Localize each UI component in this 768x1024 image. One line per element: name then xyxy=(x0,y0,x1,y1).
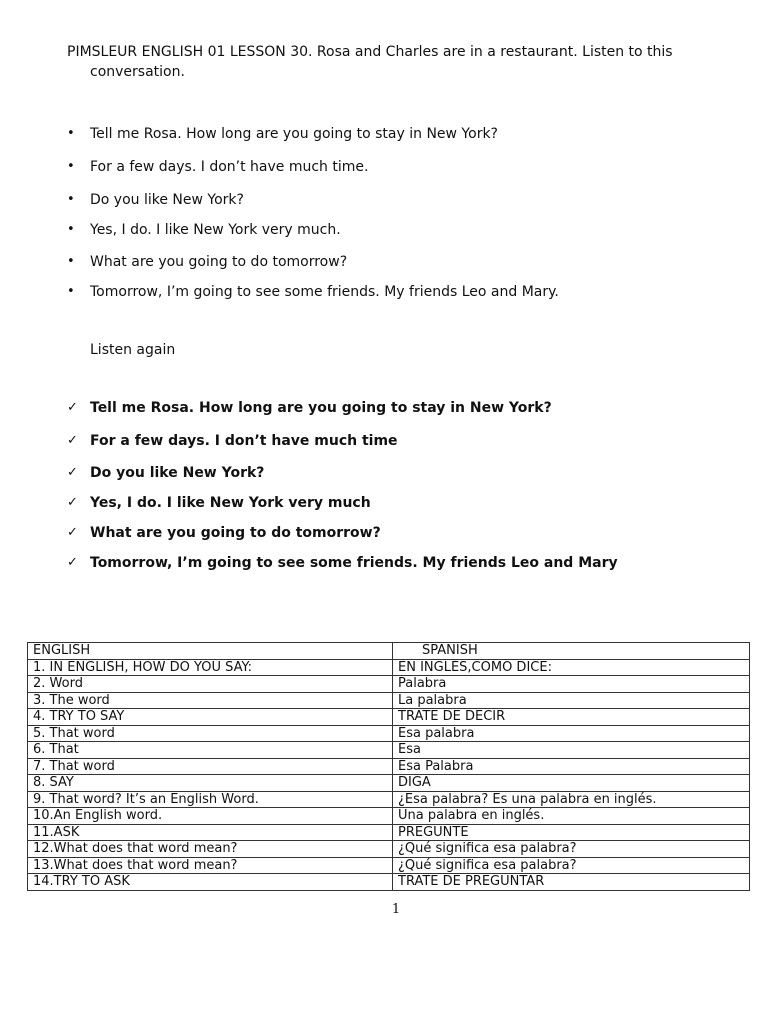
english-cell: 2. Word xyxy=(28,676,393,693)
english-cell: 10.An English word. xyxy=(28,808,393,825)
spanish-cell: ¿Qué significa esa palabra? xyxy=(393,857,750,874)
spanish-cell: TRATE DE DECIR xyxy=(393,709,750,726)
spanish-cell: La palabra xyxy=(393,692,750,709)
table-row xyxy=(28,775,750,792)
conversation-line: For a few days. I don’t have much time. xyxy=(90,159,369,175)
conversation-line: Tomorrow, I’m going to see some friends. My friends Leo and Mary xyxy=(90,555,618,571)
table-header-row xyxy=(28,643,750,660)
table-row xyxy=(28,808,750,825)
table-row xyxy=(28,874,750,891)
bullet-icon: • xyxy=(67,222,75,237)
spanish-cell: ¿Esa palabra? Es una palabra en inglés. xyxy=(393,791,750,808)
english-cell: 12.What does that word mean? xyxy=(28,841,393,858)
english-cell: 1. IN ENGLISH, HOW DO YOU SAY: xyxy=(28,659,393,676)
english-cell: 3. The word xyxy=(28,692,393,709)
conversation-line: Do you like New York? xyxy=(90,192,244,208)
spanish-cell: Esa Palabra xyxy=(393,758,750,775)
checkmark-icon: ✓ xyxy=(67,400,78,415)
table-row xyxy=(28,841,750,858)
checkmark-icon: ✓ xyxy=(67,555,78,570)
conversation-line: What are you going to do tomorrow? xyxy=(90,525,381,541)
english-cell: 8. SAY xyxy=(28,775,393,792)
english-cell: 14.TRY TO ASK xyxy=(28,874,393,891)
english-cell: 11.ASK xyxy=(28,824,393,841)
spanish-cell: ¿Qué significa esa palabra? xyxy=(393,841,750,858)
spanish-cell: Palabra xyxy=(393,676,750,693)
conversation-line: Yes, I do. I like New York very much xyxy=(90,495,371,511)
table-row xyxy=(28,758,750,775)
vocabulary-table xyxy=(27,642,750,891)
conversation-line: Tell me Rosa. How long are you going to stay in New York? xyxy=(90,126,498,142)
table-row xyxy=(28,659,750,676)
bullet-icon: • xyxy=(67,159,75,174)
table-row xyxy=(28,676,750,693)
table-row xyxy=(28,725,750,742)
page-number: 1 xyxy=(391,902,401,917)
conversation-line: Do you like New York? xyxy=(90,465,265,481)
conversation-line: Yes, I do. I like New York very much. xyxy=(90,222,341,238)
english-cell: 4. TRY TO SAY xyxy=(28,709,393,726)
spanish-cell: Esa xyxy=(393,742,750,759)
conversation-line: Tell me Rosa. How long are you going to stay in New York? xyxy=(90,400,552,416)
english-cell: 9. That word? It’s an English Word. xyxy=(28,791,393,808)
spanish-cell: TRATE DE PREGUNTAR xyxy=(393,874,750,891)
table-row xyxy=(28,791,750,808)
checkmark-icon: ✓ xyxy=(67,465,78,480)
spanish-cell: PREGUNTE xyxy=(393,824,750,841)
conversation-line: What are you going to do tomorrow? xyxy=(90,254,348,270)
header-english: ENGLISH xyxy=(28,643,393,660)
spanish-cell: EN INGLÉS,CÓMO DICE: xyxy=(393,659,750,676)
bullet-icon: • xyxy=(67,192,75,207)
english-cell: 6. That xyxy=(28,742,393,759)
listen-again-label: Listen again xyxy=(90,342,176,358)
checkmark-icon: ✓ xyxy=(67,495,78,510)
lesson-heading: PIMSLEUR ENGLISH 01 LESSON 30. Rosa and Charles are in a restaurant. Listen to this conversation. xyxy=(67,44,673,80)
english-cell: 13.What does that word mean? xyxy=(28,857,393,874)
table-row xyxy=(28,709,750,726)
conversation-line: For a few days. I don’t have much time xyxy=(90,433,398,449)
bullet-icon: • xyxy=(67,284,75,299)
spanish-cell: Esa palabra xyxy=(393,725,750,742)
spanish-cell: DIGA xyxy=(393,775,750,792)
spanish-cell: Una palabra en inglés. xyxy=(393,808,750,825)
table-row xyxy=(28,824,750,841)
table-row xyxy=(28,692,750,709)
header-spanish: SPANISH xyxy=(393,643,750,660)
english-cell: 7. That word xyxy=(28,758,393,775)
bullet-icon: • xyxy=(67,254,75,269)
english-cell: 5. That word xyxy=(28,725,393,742)
table-row xyxy=(28,742,750,759)
conversation-line: Tomorrow, I’m going to see some friends. My friends Leo and Mary. xyxy=(90,284,559,300)
checkmark-icon: ✓ xyxy=(67,433,78,448)
table-row xyxy=(28,857,750,874)
checkmark-icon: ✓ xyxy=(67,525,78,540)
bullet-icon: • xyxy=(67,126,75,141)
